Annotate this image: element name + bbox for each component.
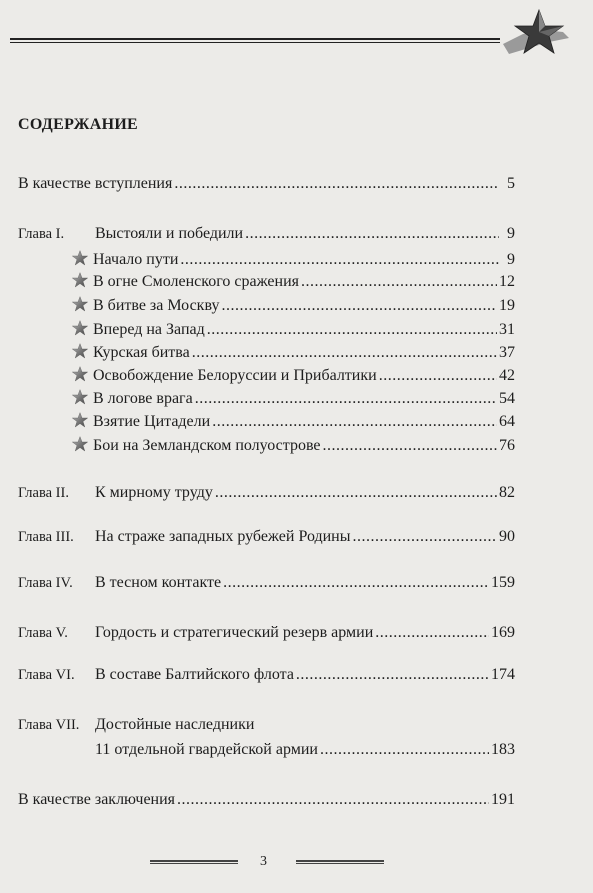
toc-title: На страже западных рубежей Родины [95, 528, 351, 545]
toc-page: 82 [499, 484, 515, 501]
leader-dots [379, 367, 497, 385]
toc-title: 11 отдельной гвардейской армии [95, 741, 318, 758]
star-emblem-icon [503, 8, 569, 62]
chapter-label: Глава III. [18, 529, 74, 545]
chapter-label: Глава VI. [18, 667, 75, 683]
chapter-label: Глава IV. [18, 575, 73, 591]
top-rule [10, 38, 500, 43]
chapter-label: Глава V. [18, 625, 68, 641]
toc-section [72, 318, 515, 340]
toc-chapter-1 [18, 225, 515, 247]
toc-chapter-7-cont [95, 741, 515, 763]
toc-page: 5 [507, 175, 515, 192]
toc-title: Выстояли и победили [95, 225, 244, 242]
toc-title: В качестве заключения [18, 791, 176, 808]
leader-dots [245, 225, 499, 243]
star-icon [72, 387, 93, 408]
toc-title: В огне Смоленского сражения [93, 273, 299, 290]
toc-section [72, 364, 515, 386]
toc-page: 12 [499, 273, 515, 290]
leader-dots [174, 175, 499, 193]
leader-dots [195, 390, 497, 408]
star-icon [72, 434, 93, 455]
toc-conclusion [18, 791, 515, 813]
toc-page: 9 [507, 225, 515, 242]
star-icon [72, 270, 93, 291]
toc-title: Курская битва [93, 344, 190, 361]
star-icon [72, 248, 93, 269]
toc-section [72, 341, 515, 363]
star-icon [72, 410, 93, 431]
leader-dots [192, 344, 497, 362]
toc-page: 169 [491, 624, 515, 641]
toc-page: 19 [499, 297, 515, 314]
leader-dots [323, 437, 497, 455]
leader-dots [301, 273, 497, 291]
leader-dots [223, 574, 489, 592]
toc-title: Бои на Земландском полуострове [93, 437, 321, 454]
toc-page: 90 [499, 528, 515, 545]
toc-title: В битве за Москву [93, 297, 220, 314]
toc-chapter-6 [18, 666, 515, 688]
chapter-label: Глава I. [18, 226, 65, 242]
toc-page: 31 [499, 321, 515, 338]
footer-rule-left [150, 860, 238, 864]
toc-page: 64 [499, 413, 515, 430]
toc-chapter-7 [18, 716, 515, 738]
leader-dots [180, 251, 499, 269]
page-number: 3 [260, 854, 267, 869]
toc-chapter-3 [18, 528, 515, 550]
toc-section [72, 387, 515, 409]
star-icon [72, 341, 93, 362]
leader-dots [207, 321, 497, 339]
toc-title: В качестве вступления [18, 175, 173, 192]
toc-chapter-5 [18, 624, 515, 646]
leader-dots [353, 528, 498, 546]
toc-section [72, 434, 515, 456]
contents-heading: СОДЕРЖАНИЕ [18, 116, 139, 133]
chapter-label: Глава II. [18, 485, 69, 501]
toc-page: 42 [499, 367, 515, 384]
star-icon [72, 364, 93, 385]
toc-page: 174 [491, 666, 515, 683]
toc-section [72, 410, 515, 432]
leader-dots [320, 741, 489, 759]
chapter-label: Глава VII. [18, 717, 80, 733]
toc-page: 54 [499, 390, 515, 407]
toc-page: 9 [507, 250, 515, 268]
footer-rule-right [296, 860, 384, 864]
toc-title: Взятие Цитадели [93, 413, 211, 430]
toc-intro [18, 175, 515, 197]
toc-page: 191 [491, 791, 515, 808]
toc-chapter-4 [18, 574, 515, 596]
leader-dots [296, 666, 489, 684]
leader-dots [177, 791, 489, 809]
leader-dots [375, 624, 489, 642]
toc-section [72, 294, 515, 316]
leader-dots [221, 297, 497, 315]
toc-page: 183 [491, 741, 515, 758]
star-icon [72, 294, 93, 315]
toc-section [72, 270, 515, 292]
toc-chapter-2 [18, 484, 515, 506]
star-icon [72, 318, 93, 339]
toc-title: В составе Балтийского флота [95, 666, 294, 683]
toc-page: 159 [491, 574, 515, 591]
toc-section [72, 248, 515, 270]
toc-page: 76 [499, 437, 515, 454]
leader-dots [215, 484, 497, 502]
toc-title: Вперед на Запад [93, 321, 205, 338]
toc-page: 37 [499, 344, 515, 361]
toc-title: Гордость и стратегический резерв армии [95, 624, 374, 641]
toc-title: Освобождение Белоруссии и Прибалтики [93, 367, 377, 384]
toc-title: К мирному труду [95, 484, 213, 501]
toc-title: В тесном контакте [95, 574, 222, 591]
toc-title: В логове врага [93, 390, 193, 407]
leader-dots [212, 413, 497, 431]
toc-title: Начало пути [93, 250, 179, 268]
toc-title: Достойные наследники [95, 716, 255, 733]
